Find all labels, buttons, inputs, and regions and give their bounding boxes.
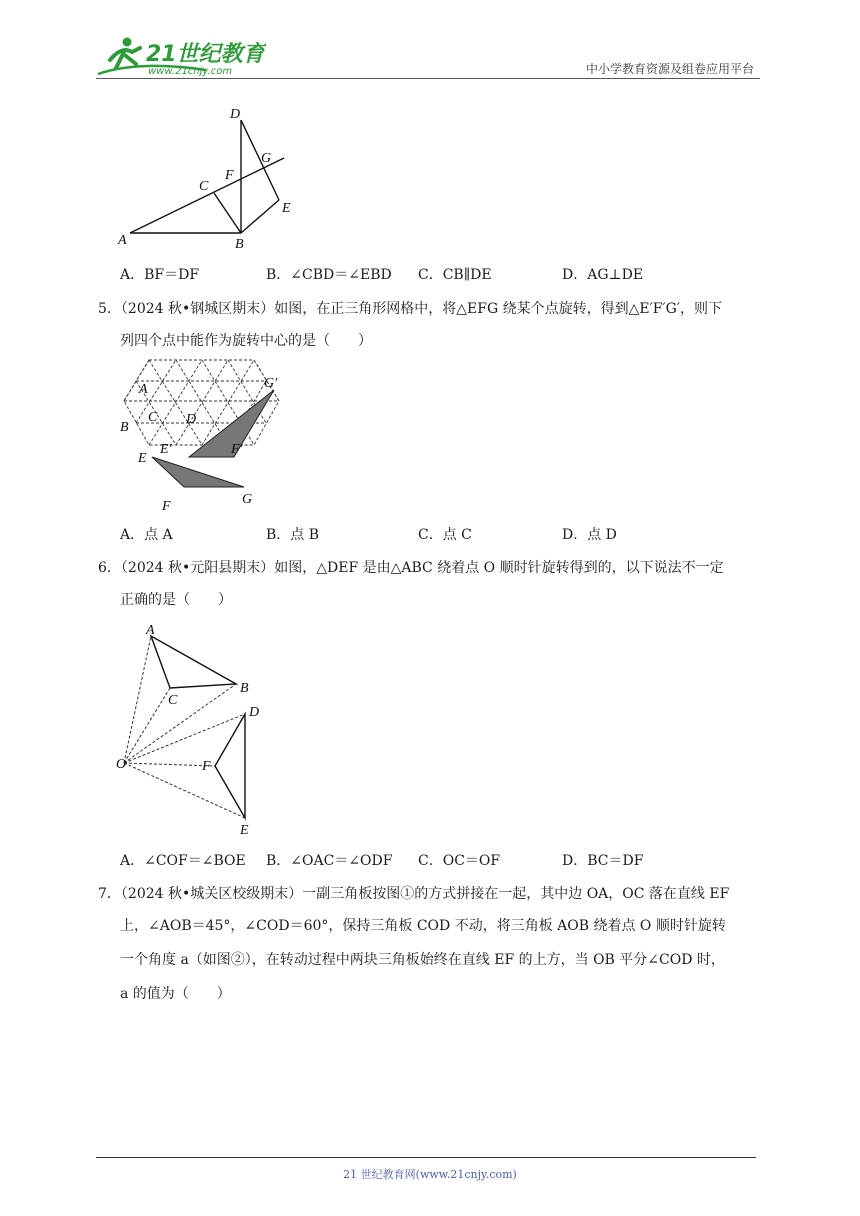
logo-url-text: www.21cnjy.com xyxy=(148,66,233,77)
q6-option-c[interactable]: C．OC＝OF xyxy=(418,853,501,869)
label-c: C xyxy=(199,179,209,194)
q7-line-1: 7．（2024 秋•城关区校级期末）一副三角板按图①的方式拼接在一起，其中边 OA，OC 落在直线 EF xyxy=(98,886,730,902)
q6-figure xyxy=(112,618,272,838)
label-d: D xyxy=(186,412,197,427)
q4-figure xyxy=(114,100,304,250)
triangle-def xyxy=(215,714,245,818)
label-f: F xyxy=(225,168,234,183)
q7-line-2: 上，∠AOB＝45°，∠COD＝60°，保持三角板 COD 不动，将三角板 AOB 绕着点 O 顺时针旋转 xyxy=(120,918,726,934)
q6-line-1: 6．（2024 秋•元阳县期末）如图，△DEF 是由△ABC 绕着点 O 顺时针旋转得到的，以下说法不一定 xyxy=(98,560,724,576)
label-a: A xyxy=(118,233,127,248)
q4-option-d[interactable]: D．AG⊥DE xyxy=(562,267,644,283)
label-f-prime: F′ xyxy=(231,442,243,457)
label-b: B xyxy=(240,681,249,696)
line-ag xyxy=(130,158,284,233)
segment-be xyxy=(241,200,279,233)
label-f: F xyxy=(202,759,211,774)
label-b: B xyxy=(235,237,244,250)
label-a: A xyxy=(146,623,155,638)
triangle-abc xyxy=(151,636,236,688)
q4-option-b[interactable]: B．∠CBD＝∠EBD xyxy=(266,267,392,283)
label-c: C xyxy=(148,410,158,425)
segment-bc xyxy=(214,193,241,233)
label-e: E xyxy=(282,201,291,216)
q4-option-a[interactable]: A．BF＝DF xyxy=(120,267,200,283)
label-d: D xyxy=(249,705,260,720)
site-logo xyxy=(96,34,266,78)
label-a: A xyxy=(139,382,148,397)
q6-line-2: 正确的是（ ） xyxy=(120,592,232,608)
header-platform-text: 中小学教育资源及组卷应用平台 xyxy=(585,62,754,76)
header-divider xyxy=(96,78,760,79)
label-f: F xyxy=(162,499,171,514)
triangle-grid xyxy=(124,360,279,445)
q7-line-4: a 的值为（ ） xyxy=(120,986,231,1002)
footer-text[interactable]: 21 世纪教育网(www.21cnjy.com) xyxy=(343,1168,517,1181)
label-e: E xyxy=(138,451,147,466)
segment-de xyxy=(241,120,279,200)
label-g: G xyxy=(261,151,272,166)
label-b: B xyxy=(120,420,129,435)
label-e: E xyxy=(240,823,249,838)
q5-option-d[interactable]: D．点 D xyxy=(562,527,617,543)
triangle-efg xyxy=(152,457,244,487)
q5-line-1: 5．（2024 秋•钢城区期末）如图，在正三角形网格中，将△EFG 绕某个点旋转，得到△E′F′G′，则下 xyxy=(98,301,722,317)
q7-line-3: 一个角度 a（如图②），在转动过程中两块三角板始终在直线 EF 的上方，当 OB 平分∠COD 时， xyxy=(120,952,725,968)
label-g-prime: G′ xyxy=(264,376,278,391)
label-c: C xyxy=(168,693,178,708)
q5-figure xyxy=(114,355,294,515)
q6-option-b[interactable]: B．∠OAC＝∠ODF xyxy=(266,853,393,869)
q6-option-d[interactable]: D．BC＝DF xyxy=(562,853,644,869)
label-o: O xyxy=(116,757,127,772)
q5-option-a[interactable]: A．点 A xyxy=(120,527,173,543)
label-d: D xyxy=(230,107,241,122)
logo-main-text: 21世纪教育 xyxy=(146,42,265,67)
label-g: G xyxy=(242,492,253,507)
q4-option-c[interactable]: C．CB∥DE xyxy=(418,267,492,283)
footer-divider xyxy=(96,1157,756,1158)
q5-line-2: 列四个点中能作为旋转中心的是（ ） xyxy=(120,333,372,349)
q5-option-c[interactable]: C．点 C xyxy=(418,527,472,543)
label-e-prime: E′ xyxy=(160,442,172,457)
q5-option-b[interactable]: B．点 B xyxy=(266,527,320,543)
q6-option-a[interactable]: A．∠COF＝∠BOE xyxy=(120,853,246,869)
